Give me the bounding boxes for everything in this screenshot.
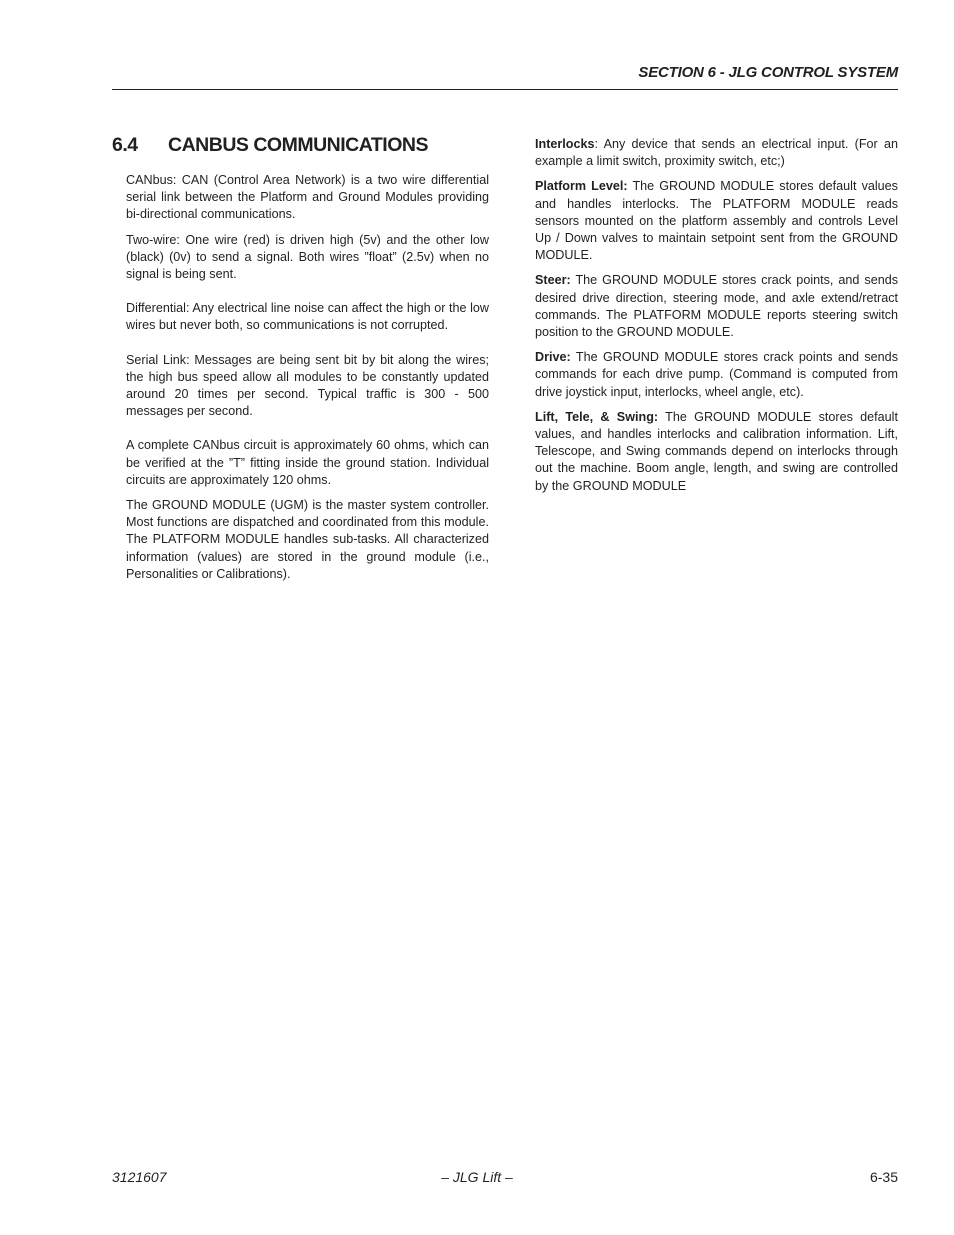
footer-publisher: – JLG Lift – — [441, 1169, 513, 1185]
definition-platform-level: The GROUND MODULE stores default values and handles interlocks. The PLATFORM MODULE reads sensors mounted on the platform assembly and controls Level Up / Down valves to maintain setpoint sent from the GROUND MODULE. — [535, 179, 898, 263]
definition-steer: The GROUND MODULE stores crack points, and sends desired drive direction, steering mode, and axle extend/retract commands. The PLATFORM MODULE reports steering switch position to the GROUND MODULE. — [535, 273, 898, 340]
left-column — [126, 172, 489, 591]
definition-lift-tele-swing: The GROUND MODULE stores default values, and handles interlocks and calibration information. Lift, Telescope, and Swing commands depend on interlocks through out the machine. Boom angle, length, and swing are controlled by the GROUND MODULE — [535, 409, 898, 493]
term-steer: Steer: — [535, 273, 571, 288]
paragraph-steer — [535, 272, 898, 341]
footer-doc-number: 3121607 — [112, 1169, 167, 1185]
definition-drive: The GROUND MODULE stores crack points and sends commands for each drive pump. (Command is computed from drive joystick input, interlocks, wheel angle, etc). — [535, 350, 898, 399]
term-platform-level: Platform Level: — [535, 179, 628, 194]
paragraph-canbus: CANbus: CAN (Control Area Network) is a two wire differential serial link between the Platform and Ground Modules providing bi-directional communications. — [126, 173, 489, 222]
paragraph-canbus-circuit: A complete CANbus circuit is approximately 60 ohms, which can be verified at the ”T” fitting inside the ground station. Individual circuits are approximately 120 ohms. — [126, 438, 489, 487]
header-divider — [112, 89, 898, 90]
paragraph-serial-link: Serial Link: Messages are being sent bit by bit along the wires; the high bus speed allow all modules to be constantly updated around 20 times per second. Typical traffic is 300 - 500 messages per second. — [126, 352, 489, 419]
paragraph-differential: Differential: Any electrical line noise can affect the high or the low wires but never both, so communications is not corrupted. — [126, 301, 489, 333]
section-title: CANBUS COMMUNICATIONS — [168, 134, 428, 156]
paragraph-platform-level — [535, 178, 898, 264]
running-header-title: SECTION 6 - JLG CONTROL SYSTEM — [638, 64, 898, 81]
paragraph-interlocks — [535, 136, 898, 170]
section-number: 6.4 — [112, 134, 138, 156]
paragraph-two-wire: Two-wire: One wire (red) is driven high (5v) and the other low (black) (0v) to send a signal. Both wires ”float” (2.5v) when no signal is being sent. — [126, 232, 489, 282]
term-drive: Drive: — [535, 350, 571, 365]
footer-page-number: 6-35 — [869, 1169, 898, 1185]
section-heading — [112, 134, 428, 157]
paragraph-lift-tele-swing — [535, 409, 898, 495]
paragraph-ground-module: The GROUND MODULE (UGM) is the master system controller. Most functions are dispatched and coordinated from this module. The PLATFORM MODULE handles sub-tasks. All characterized information (values) are stored in the ground module (i.e., Personalities or Calibrations). — [126, 498, 489, 581]
definition-interlocks: : Any device that sends an electrical input. (For an example a limit switch, proximity switch, etc;) — [535, 137, 898, 169]
term-lift-tele-swing: Lift, Tele, & Swing: — [535, 409, 659, 424]
right-column — [535, 136, 898, 503]
paragraph-drive — [535, 349, 898, 401]
term-interlocks: Interlocks — [535, 137, 595, 151]
